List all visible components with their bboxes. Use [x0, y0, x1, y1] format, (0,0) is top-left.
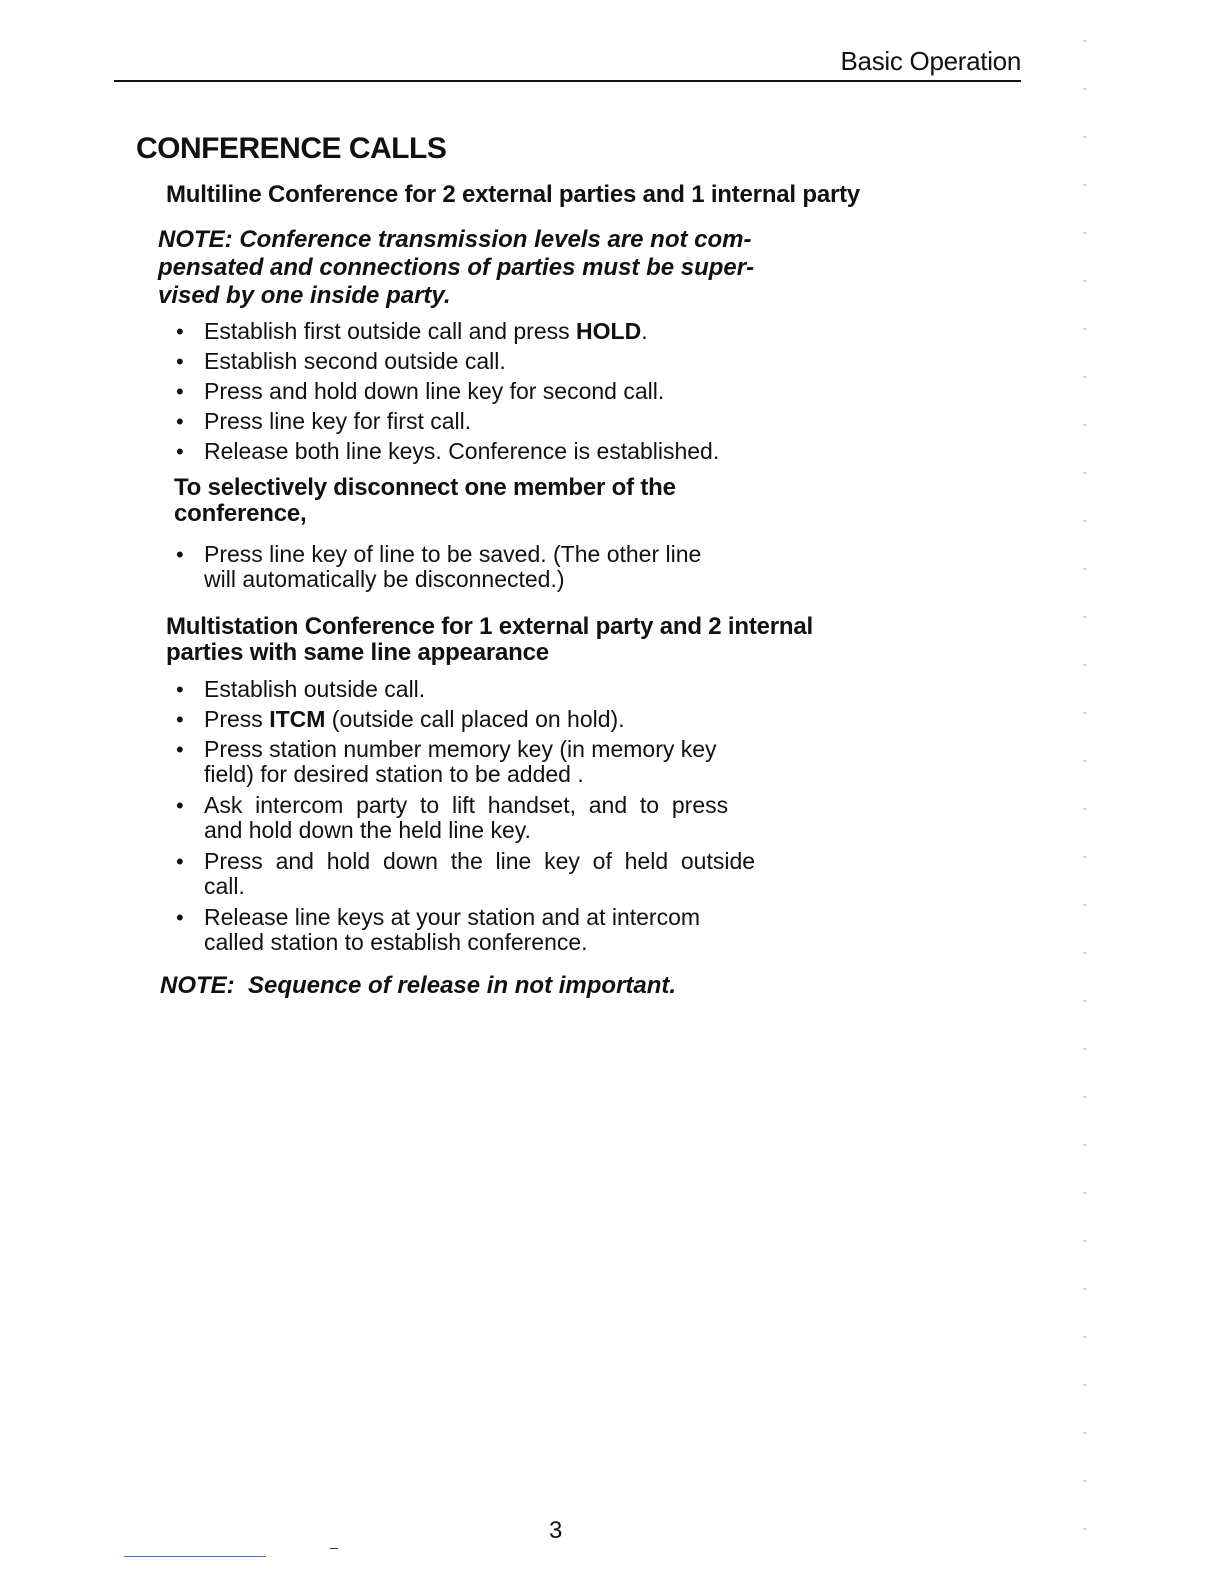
- itcm-key-label: ITCM: [269, 706, 326, 732]
- multiline-heading: Multiline Conference for 2 external parties and 1 internal party: [166, 181, 861, 208]
- list-item: • Ask intercom party to lift handset, and to press and hold down the held line key.: [174, 793, 755, 843]
- list-item: • Establish first outside call and press HOLD.: [174, 319, 719, 344]
- page-number: 3: [549, 1517, 563, 1544]
- footer-rule: [124, 1556, 266, 1557]
- list-item: • Press station number memory key (in memory key field) for desired station to be added .: [174, 737, 755, 787]
- multistation-heading: Multistation Conference for 1 external party and 2 internal parties with same line appearance: [166, 613, 814, 666]
- list-item: • Press line key of line to be saved. (The other line will automatically be disconnected.): [174, 542, 701, 592]
- list-item: • Press line key for first call.: [174, 409, 719, 434]
- page-header: [114, 44, 1021, 82]
- multiline-note: [158, 226, 754, 310]
- page-title: CONFERENCE CALLS: [136, 132, 447, 165]
- list-item: • Release both line keys. Conference is established.: [174, 439, 719, 464]
- multiline-steps: [174, 319, 719, 469]
- scan-edge-artifact: [1083, 40, 1087, 1540]
- footer-mark: [330, 1548, 338, 1549]
- disconnect-heading: To selectively disconnect one member of the conference,: [174, 474, 676, 527]
- note-line-3: vised by one inside party.: [158, 282, 451, 309]
- list-item: • Release line keys at your station and at intercom called station to establish conference.: [174, 905, 755, 955]
- multistation-steps: [174, 677, 755, 961]
- final-note: NOTE: Sequence of release in not important.: [160, 972, 677, 999]
- list-item: • Press ITCM (outside call placed on hold).: [174, 707, 755, 732]
- disconnect-steps: [174, 542, 701, 592]
- note-line-2: pensated and connections of parties must be super-: [158, 254, 755, 281]
- list-item: • Establish second outside call.: [174, 349, 719, 374]
- list-item: • Press and hold down the line key of held outside call.: [174, 849, 755, 899]
- note-line-1: NOTE: Conference transmission levels are not com-: [158, 226, 752, 253]
- list-item: • Press and hold down line key for second call.: [174, 379, 719, 404]
- hold-key-label: HOLD: [576, 318, 642, 344]
- header-section-name: Basic Operation: [840, 46, 1021, 76]
- list-item: • Establish outside call.: [174, 677, 755, 702]
